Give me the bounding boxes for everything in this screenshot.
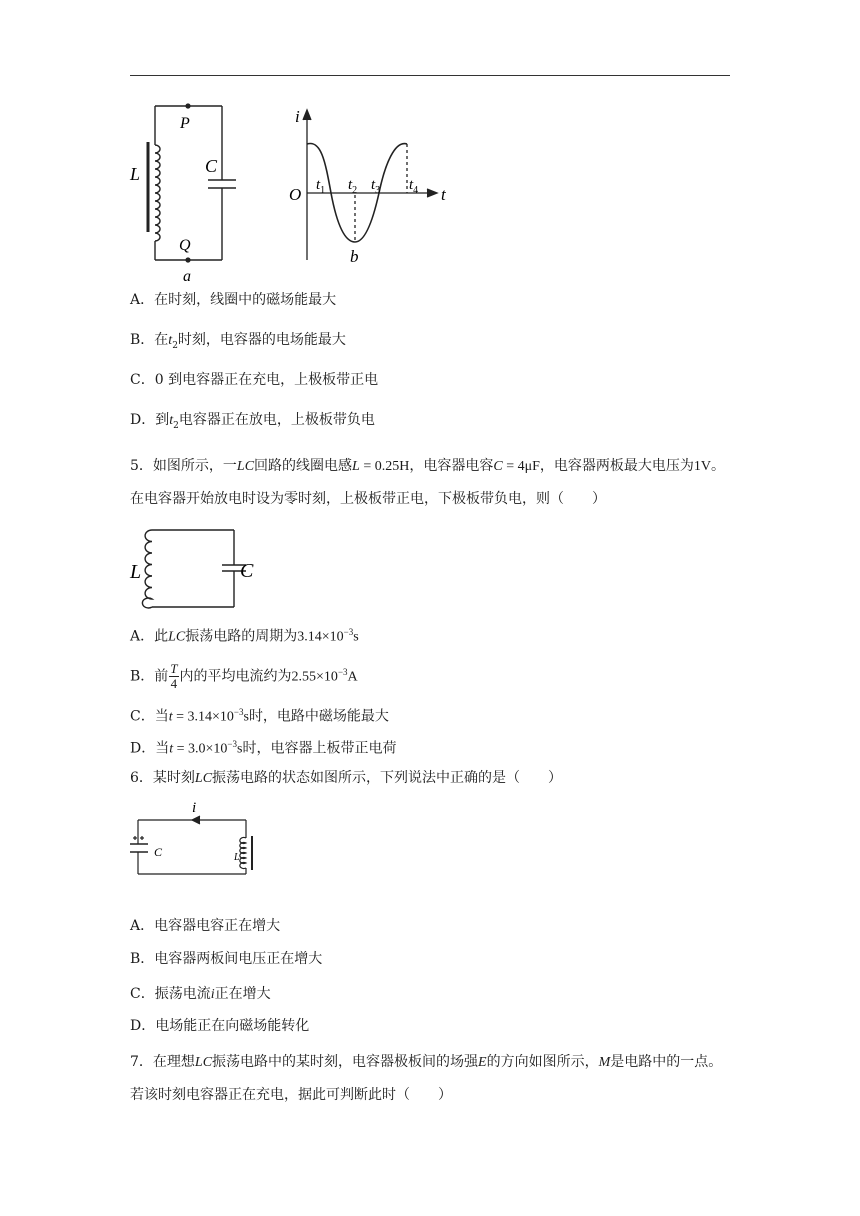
q6-option-a: A．电容器电容正在增大	[130, 918, 281, 934]
label-C: C	[205, 156, 218, 176]
q4-option-b: B．在$t_2$时刻，电容器的电场能最大	[130, 332, 346, 351]
q5-option-a: A．此LC振荡电路的周期为$3.14\times 10^{-3}s$	[130, 627, 359, 645]
q5-option-b: B．前 $\frac{T}{4}$ 内的平均电流约为$2.55\times 10^{-3}A$	[130, 661, 358, 692]
svg-text:t3: $t_3$	[371, 177, 381, 196]
q4-option-d: D．到$t_2$电容器正在放电，上极板带负电	[130, 412, 375, 431]
label-Q: Q	[179, 237, 191, 254]
axis-label-t: t	[441, 185, 446, 204]
point-label-b: b	[350, 247, 359, 266]
q4-option-c: C．0 到电容器正在充电，上极板带正电	[130, 372, 379, 388]
label-L2: L	[130, 561, 142, 583]
current-time-graph	[285, 100, 455, 270]
tick-t1: t	[316, 177, 321, 193]
lc-circuit-figure-2	[128, 525, 254, 613]
svg-text:t1: $t_1$	[316, 177, 326, 196]
svg-text:t2: $t_2$	[348, 177, 358, 196]
lc-circuit-figure-3	[128, 798, 258, 888]
label-L: L	[130, 164, 141, 184]
tick-t2: t	[348, 177, 353, 193]
current-label-i: i	[192, 800, 197, 816]
label-L3: L	[234, 852, 240, 863]
q5-option-d: D．当$t = 3.0\times 10^{-3}s$时，电容器上板带正电荷	[130, 739, 397, 757]
label-a: a	[183, 268, 191, 285]
q5-option-c: C．当$t = 3.14\times 10^{-3}s$时，电路中磁场能最大	[130, 707, 389, 725]
q6-option-b: B．电容器两板间电压正在增大	[130, 951, 323, 967]
svg-text:t4: $t_4$	[409, 177, 419, 196]
q7-stem: 7．在理想LC振荡电路中的某时刻，电容器极板间的场强E的方向如图所示，M是电路中的一点。若该时刻电容器正在充电，据此可判断此时（ ）	[130, 1054, 723, 1103]
point-p-dot	[185, 103, 190, 108]
q6-option-c: C．振荡电流i正在增大	[130, 986, 271, 1002]
origin-label: O	[289, 185, 302, 204]
tick-t4: t	[409, 177, 414, 193]
label-C2: C	[240, 560, 254, 582]
q6-stem: 6．某时刻LC振荡电路的状态如图所示，下列说法中正确的是（ ）	[130, 770, 563, 786]
q4-option-a: A．在时刻，线圈中的磁场能最大	[130, 292, 337, 308]
label-C3: C	[154, 845, 163, 859]
lc-circuit-figure-1	[125, 100, 235, 285]
header-rule	[130, 75, 730, 76]
point-q-dot	[185, 257, 190, 262]
q5-stem: 5．如图所示，一LC回路的线圈电感L = 0.25H，电容器电容C = 4μF，电容器两板最大电压为1V。在电容器开始放电时设为零时刻，上极板带正电，下极板带负电，则（ ）	[130, 458, 726, 507]
q6-option-d: D．电场能正在向磁场能转化	[130, 1018, 310, 1034]
tick-t3: t	[371, 177, 376, 193]
label-P: P	[180, 115, 190, 132]
axis-label-i: i	[295, 107, 300, 126]
